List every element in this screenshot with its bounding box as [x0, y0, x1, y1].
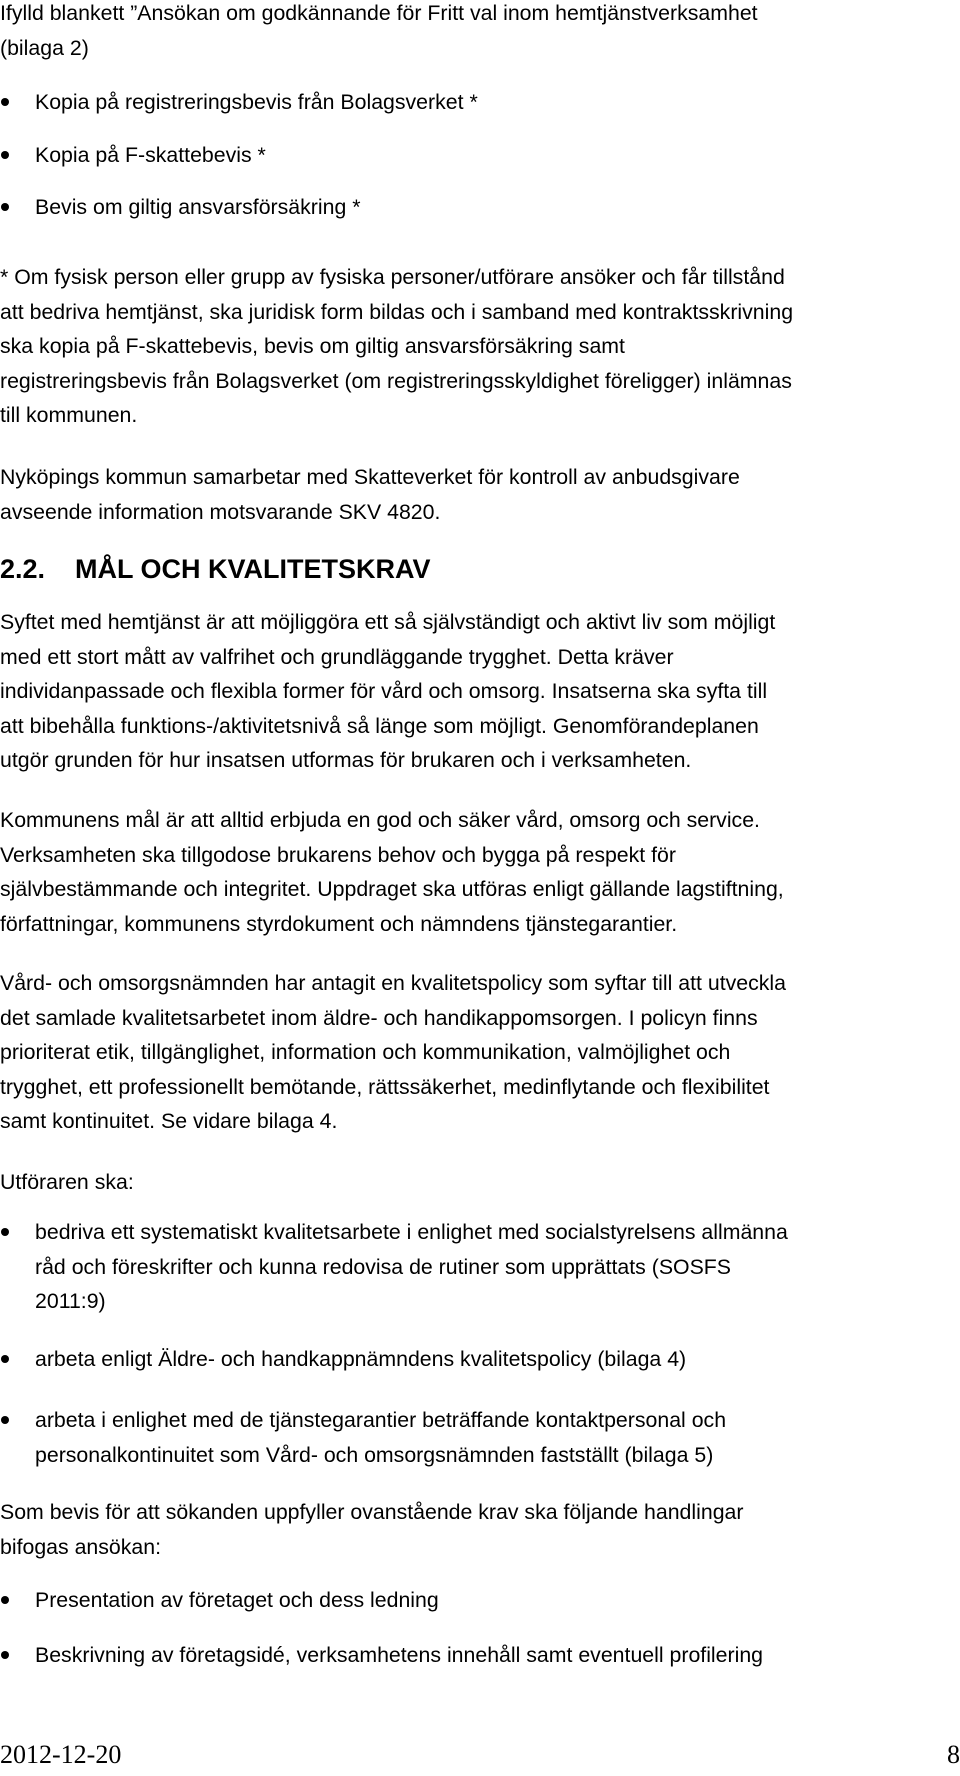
text-line: författningar, kommunens styrdokument och nämndens tjänstegarantier.: [0, 911, 678, 936]
text-line: självbestämmande och integritet. Uppdraget ska utföras enligt gällande lagstiftning,: [0, 877, 784, 901]
bullet-icon: [1, 1228, 9, 1236]
text-line: det samlade kvalitetsarbetet inom äldre- och handikappomsorgen. I policyn finns: [0, 1005, 758, 1030]
text-line: * Om fysisk person eller grupp av fysiska personer/utförare ansöker och får tillstånd: [0, 265, 785, 289]
text-line: till kommunen.: [0, 403, 138, 427]
text-line: Utföraren ska:: [0, 1170, 134, 1194]
note-paragraph: [0, 260, 950, 433]
list-item-text: [35, 1215, 788, 1319]
text-line: avseende information motsvarande SKV 4820.: [0, 499, 441, 524]
text-line: ska kopia på F-skattebevis, bevis om giltig ansvarsförsäkring samt: [0, 334, 625, 358]
text-line: prioriterat etik, tillgänglighet, information och kommunikation, valmöjlighet och: [0, 1040, 731, 1064]
section-title: MÅL OCH KVALITETSKRAV: [75, 554, 431, 584]
text-line: med ett stort mått av valfrihet och grundläggande trygghet. Detta kräver: [0, 644, 674, 669]
text-line: bifogas ansökan:: [0, 1534, 162, 1559]
quality-policy-paragraph: [0, 966, 950, 1139]
page-number: 8: [947, 1740, 960, 1769]
goal-paragraph: [0, 605, 950, 778]
skatteverket-paragraph: [0, 460, 950, 529]
text-line: Som bevis för att sökanden uppfyller ovanstående krav ska följande handlingar: [0, 1500, 744, 1524]
list-item-text: Presentation av företaget och dess ledning: [35, 1588, 439, 1612]
list-item-text: Kopia på registreringsbevis från Bolagsverket *: [35, 90, 478, 114]
text-line: råd och föreskrifter och kunna redovisa de rutiner som upprättats (SOSFS: [35, 1254, 732, 1279]
text-line: bedriva ett systematiskt kvalitetsarbete i enlighet med socialstyrelsens allmänna: [35, 1220, 788, 1244]
text-line: 2011:9): [35, 1289, 106, 1313]
bullet-icon: [1, 1416, 9, 1424]
text-line: personalkontinuitet som Vård- och omsorgsnämnden fastställt (bilaga 5): [35, 1442, 714, 1467]
text-line: Nyköpings kommun samarbetar med Skatteverket för kontroll av anbudsgivare: [0, 465, 740, 489]
bullet-icon: [1, 1355, 9, 1363]
bullet-icon: [1, 1651, 9, 1659]
list-item-text: [35, 1342, 686, 1377]
list-item-text: Bevis om giltig ansvarsförsäkring *: [35, 195, 361, 219]
footer-date: 2012-12-20: [0, 1740, 122, 1769]
text-line: Syftet med hemtjänst är att möjliggöra ett så självständigt och aktivt liv som möjligt: [0, 610, 776, 634]
section-number: 2.2.: [0, 554, 46, 584]
bullet-icon: [1, 98, 9, 106]
bullet-icon: [1, 203, 9, 211]
list-item-text: Kopia på F-skattebevis *: [35, 143, 266, 167]
bullet-icon: [1, 1596, 9, 1604]
text-line: registreringsbevis från Bolagsverket (om registreringsskyldighet föreligger) inlämnas: [0, 368, 792, 393]
list-item-text: Beskrivning av företagsidé, verksamhetens innehåll samt eventuell profilering: [35, 1643, 764, 1667]
bullet-icon: [1, 151, 9, 159]
text-line: individanpassade och flexibla former för vård och omsorg. Insatserna ska syfta till: [0, 679, 768, 703]
text-line: trygghet, ett professionellt bemötande, rättssäkerhet, medinflytande och flexibilitet: [0, 1074, 770, 1099]
text-line: Kommunens mål är att alltid erbjuda en god och säker vård, omsorg och service.: [0, 808, 760, 832]
text-line: arbeta enligt Äldre- och handkappnämndens kvalitetspolicy (bilaga 4): [35, 1347, 687, 1371]
provider-label: [0, 1165, 950, 1200]
text-line: Verksamheten ska tillgodose brukarens behov och bygga på respekt för: [0, 842, 676, 867]
evidence-paragraph: [0, 1495, 950, 1564]
text-line: Vård- och omsorgsnämnden har antagit en kvalitetspolicy som syftar till att utveckla: [0, 971, 786, 995]
text-line: att bedriva hemtjänst, ska juridisk form bildas och i samband med kontraktsskrivning: [0, 299, 794, 324]
text-line: (bilaga 2): [0, 35, 89, 60]
text-line: att bibehålla funktions-/aktivitetsnivå så länge som möjligt. Genomförandeplanen: [0, 713, 759, 738]
text-line: arbeta i enlighet med de tjänstegarantier beträffande kontaktpersonal och: [35, 1408, 727, 1432]
text-line: Ifylld blankett ”Ansökan om godkännande för Fritt val inom hemtjänstverksamhet: [0, 1, 758, 25]
list-item-text: [35, 1403, 726, 1472]
text-line: utgör grunden för hur insatsen utformas för brukaren och i verksamheten.: [0, 748, 692, 772]
section-heading: [0, 552, 431, 586]
text-line: samt kontinuitet. Se vidare bilaga 4.: [0, 1109, 338, 1133]
municipality-paragraph: [0, 803, 950, 941]
intro-paragraph: [0, 0, 950, 65]
